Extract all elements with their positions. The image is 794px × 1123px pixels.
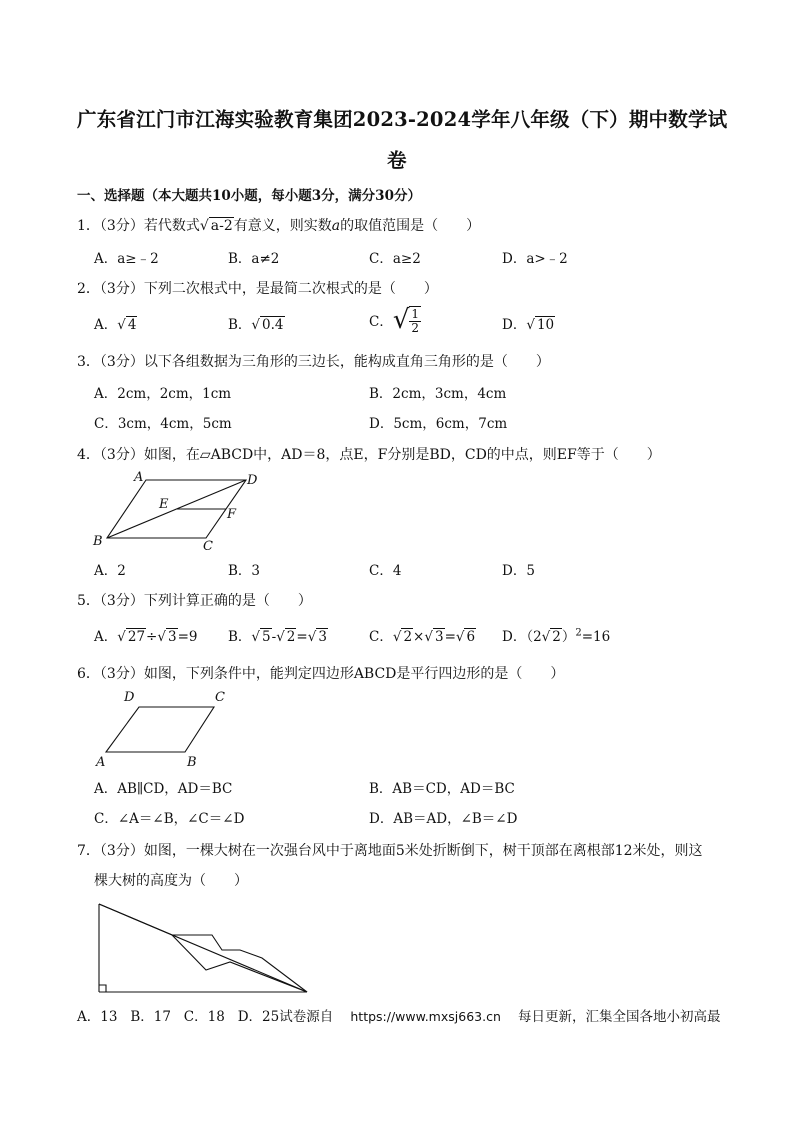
q4-option-b[interactable]: B．3 — [228, 563, 261, 579]
q5-a-result: =9 — [177, 629, 198, 645]
q6-label-a: A — [96, 755, 106, 770]
q3-option-b[interactable]: B．2cm，3cm，4cm — [369, 386, 507, 402]
q4-option-c[interactable]: C．4 — [369, 563, 402, 579]
q2-a-label: A． — [94, 317, 118, 333]
q3-option-a[interactable]: A．2cm，2cm，1cm — [94, 386, 232, 402]
q5-c-operator: × — [413, 629, 425, 645]
q6-option-c[interactable]: C．∠A＝∠B，∠C＝∠D — [94, 811, 245, 827]
q1-suffix1: 有意义，则实数 — [233, 218, 332, 234]
footer-source: 试卷源自 — [279, 1009, 334, 1025]
footer-note: 每日更新，汇集全国各地小初高最 — [518, 1009, 721, 1025]
q1-radical: √ a-2 — [199, 218, 233, 234]
question-2: 2．（3分）下列二次根式中，是最简二次根式的是（ ） — [77, 281, 438, 297]
q5-a-radical-1: √ 27 — [117, 629, 146, 645]
q5-c-radicand-1: 2 — [403, 629, 413, 645]
q2-c-label: C． — [369, 314, 393, 330]
q5-c-radicand-3: 6 — [466, 629, 476, 645]
q5-b-radical-3: √ 3 — [307, 629, 327, 645]
q7-right-angle-mark — [99, 985, 106, 992]
q5-c-radical-3: √ 6 — [455, 629, 476, 645]
q2-b-label: B． — [228, 317, 252, 333]
question-5: 5．（3分）下列计算正确的是（ ） — [77, 593, 312, 609]
q5-a-radical-2: √ 3 — [157, 629, 177, 645]
q5-b-equals: = — [296, 629, 308, 645]
q5-b-radical-2: √ 2 — [276, 629, 296, 645]
q3-option-d[interactable]: D．5cm，6cm，7cm — [369, 416, 508, 432]
q2-b-radicand: 0.4 — [262, 317, 284, 333]
q5-d-radical: √ 2 — [541, 629, 561, 645]
question-6: 6．（3分）如图，下列条件中，能判定四边形ABCD是平行四边形的是（ ） — [77, 666, 565, 682]
q1-var: a — [331, 218, 341, 234]
q5-b-operator: - — [271, 629, 277, 645]
q4-label-f: F — [227, 507, 237, 522]
q5-a-label: A． — [94, 629, 118, 645]
q2-b-radical: √ 0.4 — [251, 317, 284, 333]
q5-a-operator: ÷ — [146, 629, 158, 645]
question-3: 3．（3分）以下各组数据为三角形的三边长，能构成直角三角形的是（ ） — [77, 354, 550, 370]
page-title-continued: 卷 — [387, 149, 407, 172]
section-header: 一、选择题（本大题共10小题，每小题3分，满分30分） — [77, 188, 421, 204]
q1-option-a[interactable]: A．a≥﹣2 — [94, 251, 159, 267]
q6-option-d[interactable]: D．AB＝AD，∠B＝∠D — [369, 811, 518, 827]
q1-option-d[interactable]: D．a>﹣2 — [502, 251, 568, 267]
q5-d-radicand: 2 — [552, 629, 561, 645]
q5-a-radicand-2: 3 — [167, 629, 177, 645]
q6-label-b: B — [187, 755, 197, 770]
q4-option-d[interactable]: D．5 — [502, 563, 535, 579]
q5-c-radicand-2: 3 — [434, 629, 444, 645]
q5-d-exponent: 2 — [575, 627, 582, 639]
q6-label-d: D — [124, 690, 135, 705]
q6-option-a[interactable]: A．AB∥CD，AD＝BC — [94, 781, 233, 797]
q6-label-c: C — [215, 690, 225, 705]
q5-c-radical-1: √ 2 — [392, 629, 413, 645]
q5-c-label: C． — [369, 629, 393, 645]
q6-option-b[interactable]: B．AB＝CD，AD＝BC — [369, 781, 515, 797]
q4-label-c: C — [203, 539, 213, 554]
q2-a-radical: √ 4 — [117, 317, 137, 333]
question-4: 4．（3分）如图，在▱ABCD中，AD＝8，点E，F分别是BD，CD的中点，则EF等于（ ） — [77, 447, 661, 463]
q2-d-radical: √ 10 — [526, 317, 555, 333]
q5-b-label: B． — [228, 629, 252, 645]
q5-b-radical-1: √ 5 — [251, 629, 271, 645]
q2-c-radical-sign: √ — [392, 305, 410, 335]
q5-d-result: =16 — [581, 629, 611, 645]
footer-url[interactable]: https://www.mxsj663.cn — [350, 1009, 501, 1024]
q5-b-radicand-2: 2 — [286, 629, 296, 645]
page-title: 广东省江门市江海实验教育集团2023-2024学年八年级（下）期中数学试 — [77, 108, 728, 131]
q3-option-c[interactable]: C．3cm，4cm，5cm — [94, 416, 232, 432]
q5-c-radical-2: √ 3 — [424, 629, 444, 645]
q1-suffix2: 的取值范围是（ ） — [340, 218, 481, 234]
q4-option-a[interactable]: A．2 — [94, 563, 126, 579]
q4-label-d: D — [247, 473, 258, 488]
q5-a-radicand-1: 27 — [127, 629, 146, 645]
q4-label-b: B — [93, 534, 103, 549]
q5-b-radicand-1: 5 — [262, 629, 271, 645]
q1-prefix: 1．（3分）若代数式 — [77, 218, 200, 234]
q5-d-label: D． — [502, 629, 527, 645]
q4-label-a: A — [134, 470, 144, 485]
q2-d-label: D． — [502, 317, 527, 333]
q7-option-c[interactable]: C．18 — [183, 1009, 225, 1025]
question-7-line2: 棵大树的高度为（ ） — [94, 873, 248, 889]
q7-options-footer-row — [77, 1005, 721, 1025]
q1-option-c[interactable]: C．a≥2 — [369, 251, 421, 267]
q2-c-denominator: 2 — [411, 320, 420, 335]
q5-d-open: （2 — [526, 629, 542, 645]
q2-d-radicand: 10 — [536, 317, 555, 333]
q1-option-b[interactable]: B．a≠2 — [228, 251, 280, 267]
q5-d-close: ） — [561, 629, 576, 645]
q7-option-b[interactable]: B．17 — [130, 1009, 171, 1025]
q5-c-equals: = — [444, 629, 456, 645]
question-7-line1: 7．（3分）如图，一棵大树在一次强台风中于离地面5米处折断倒下，树干顶部在离根部12米处，则这 — [77, 843, 703, 859]
q2-a-radicand: 4 — [127, 317, 137, 333]
q1-radicand: a-2 — [210, 218, 233, 234]
q5-b-radicand-3: 3 — [318, 629, 327, 645]
q7-option-a[interactable]: A．13 — [77, 1009, 118, 1025]
q7-option-d[interactable]: D．25 — [237, 1009, 280, 1025]
q4-label-e: E — [159, 497, 169, 512]
q2-c-numerator: 1 — [411, 306, 420, 321]
